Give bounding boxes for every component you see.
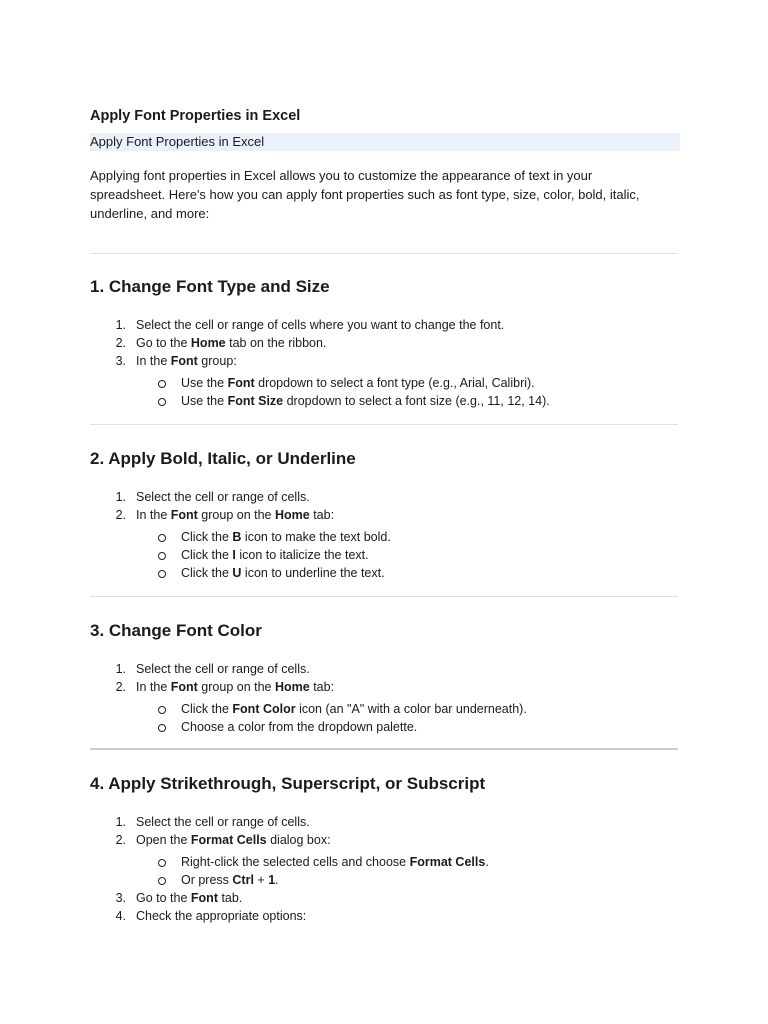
- section-4-heading: 4. Apply Strikethrough, Superscript, or Subscript: [90, 774, 486, 793]
- divider: [90, 253, 678, 254]
- step-number: 2.: [115, 833, 126, 847]
- bullet-icon: [158, 570, 166, 578]
- bullet-3-2: Choose a color from the dropdown palette.: [181, 720, 418, 734]
- intro-paragraph: Applying font properties in Excel allows you to customize the appearance of text in your spreadsheet. Here's how you can apply font properties such as font type, size, color, bold, italic, underline, and more:: [90, 168, 640, 221]
- step-number: 2.: [115, 680, 126, 694]
- step-number: 1.: [115, 490, 126, 504]
- step-number: 2.: [115, 336, 126, 350]
- step-4-3: Go to the Font tab.: [136, 891, 243, 905]
- divider: [90, 424, 678, 425]
- subtitle-highlight: Apply Font Properties in Excel: [90, 133, 680, 151]
- step-1-2: Go to the Home tab on the ribbon.: [136, 336, 327, 350]
- bullet-3-1: Click the Font Color icon (an "A" with a color bar underneath).: [181, 702, 527, 716]
- step-number: 4.: [115, 909, 126, 923]
- bullet-icon: [158, 724, 166, 732]
- bullet-1-2: Use the Font Size dropdown to select a font size (e.g., 11, 12, 14).: [181, 394, 550, 408]
- bullet-icon: [158, 380, 166, 388]
- step-number: 3.: [115, 354, 126, 368]
- bullet-icon: [158, 552, 166, 560]
- step-1-3: In the Font group:: [136, 354, 237, 368]
- section-3-heading: 3. Change Font Color: [90, 621, 262, 640]
- section-2-heading: 2. Apply Bold, Italic, or Underline: [90, 449, 356, 468]
- bullet-2-2: Click the I icon to italicize the text.: [181, 548, 369, 562]
- step-3-2: In the Font group on the Home tab:: [136, 680, 335, 694]
- step-2-2: In the Font group on the Home tab:: [136, 508, 335, 522]
- document-title: Apply Font Properties in Excel: [90, 108, 301, 124]
- section-1-heading: 1. Change Font Type and Size: [90, 277, 330, 296]
- bullet-icon: [158, 398, 166, 406]
- bullet-2-1: Click the B icon to make the text bold.: [181, 530, 391, 544]
- bullet-1-1: Use the Font dropdown to select a font type (e.g., Arial, Calibri).: [181, 376, 535, 390]
- bullet-icon: [158, 859, 166, 867]
- step-number: 1.: [115, 662, 126, 676]
- bullet-icon: [158, 877, 166, 885]
- step-3-1: Select the cell or range of cells.: [136, 662, 310, 676]
- bullet-4-1: Right-click the selected cells and choose Format Cells.: [181, 855, 489, 869]
- step-4-4: Check the appropriate options:: [136, 909, 307, 923]
- step-1-1: Select the cell or range of cells where you want to change the font.: [136, 318, 505, 332]
- divider: [90, 748, 678, 750]
- bullet-2-3: Click the U icon to underline the text.: [181, 566, 385, 580]
- step-number: 3.: [115, 891, 126, 905]
- step-2-1: Select the cell or range of cells.: [136, 490, 310, 504]
- step-number: 1.: [115, 318, 126, 332]
- step-4-1: Select the cell or range of cells.: [136, 815, 310, 829]
- bullet-icon: [158, 534, 166, 542]
- step-number: 2.: [115, 508, 126, 522]
- divider: [90, 596, 678, 597]
- bullet-4-2: Or press Ctrl + 1.: [181, 873, 279, 887]
- step-number: 1.: [115, 815, 126, 829]
- bullet-icon: [158, 706, 166, 714]
- step-4-2: Open the Format Cells dialog box:: [136, 833, 331, 847]
